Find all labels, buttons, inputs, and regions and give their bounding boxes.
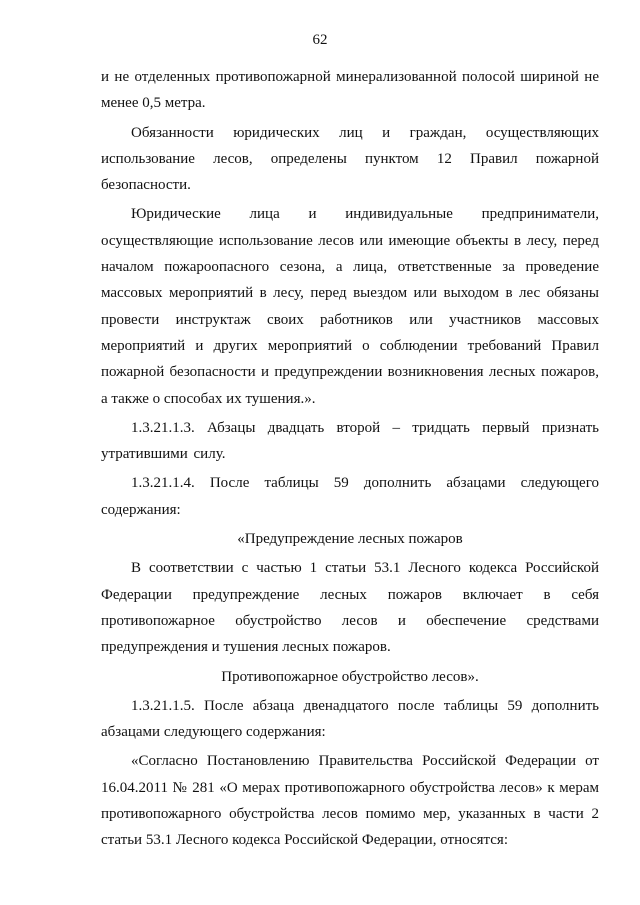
document-body [101,64,599,857]
paragraph-continuation: и не отделенных противопожарной минерализованной полосой шириной не менее 0,5 метра. [101,69,599,112]
heading-fire-prevention: «Предупреждение лесных пожаров [237,531,463,548]
heading-fire-arrangement: Противопожарное обустройство лесов». [221,668,479,685]
page-number: 62 [312,32,328,48]
paragraph-forest-code: В соответствии с частью 1 статьи 53.1 Лесного кодекса Российской Федерации предупреждение лесных пожаров включает в себя противопожарное обустройство лесов и обеспечение средствами предупреждения и тушения лесных пожаров. [101,560,599,656]
paragraph-government-decree: «Согласно Постановлению Правительства Российской Федерации от 16.04.2011 № 281 «О мерах противопожарного обустройства лесов» к мерам противопожарного обустройства лесов помимо мер, указанных в части 2 статьи 53.1 Лесного кодекса Российской Федерации, относятся: [101,753,599,849]
paragraph-obligations: Обязанности юридических лиц и граждан, осуществляющих использование лесов, определены пунктом 12 Правил пожарной безопасности. [101,124,599,194]
paragraph-1-3-21-1-5: 1.3.21.1.5. После абзаца двенадцатого после таблицы 59 дополнить абзацами следующего содержания: [101,697,599,741]
paragraph-legal-entities: Юридические лица и индивидуальные предприниматели, осуществляющие использование лесов или имеющие объекты в лесу, перед началом пожароопасного сезона, а лица, ответственные за проведение массовых мероприятий в лесу, перед выездом или выходом в лес обязаны провести инструктаж своих работников или участников массовых мероприятий и других мероприятий о соблюдении требований Правил пожарной безопасности и предупреждении возникновения лесных пожаров, а также о способах их тушения.». [101,206,599,407]
paragraph-1-3-21-1-4: 1.3.21.1.4. После таблицы 59 дополнить абзацами следующего содержания: [101,475,599,518]
paragraph-1-3-21-1-3: 1.3.21.1.3. Абзацы двадцать второй – тридцать первый признать утратившими силу. [101,419,599,463]
